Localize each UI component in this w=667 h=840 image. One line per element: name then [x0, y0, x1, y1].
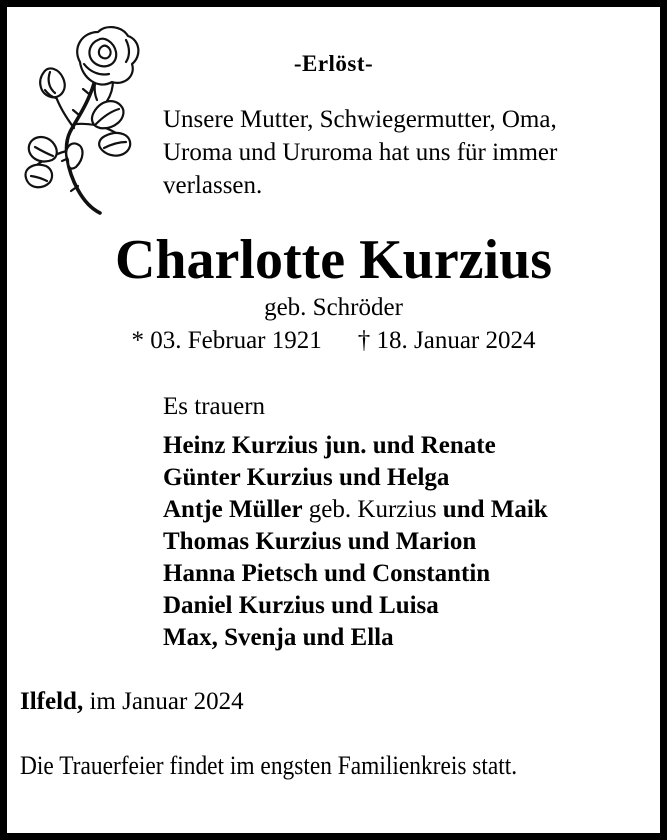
mourner-row — [163, 462, 548, 494]
closing-sentence — [20, 751, 572, 781]
intro-paragraph — [163, 103, 557, 202]
maiden-name: geb. Schröder — [264, 294, 403, 321]
mourner-row — [163, 494, 548, 526]
mourning-intro: Es trauern — [163, 393, 266, 420]
month-year: im Januar 2024 — [83, 688, 244, 715]
mourner-name: Antje Müller — [163, 496, 303, 523]
mourner-name: Max, Svenja und Ella — [163, 624, 394, 651]
mourners-list — [163, 430, 548, 654]
epigraph: -Erlöst- — [293, 51, 374, 76]
rose-icon — [10, 20, 150, 220]
mourner-row — [163, 526, 548, 558]
place-date-line — [20, 688, 244, 716]
mourner-row — [163, 558, 548, 590]
deceased-name: Charlotte Kurzius — [114, 229, 553, 291]
intro-line: verlassen. — [163, 172, 263, 199]
mourner-name: und Maik — [442, 496, 548, 523]
mourner-name-regular: geb. Kurzius — [302, 496, 443, 523]
mourner-name: Daniel Kurzius und Luisa — [163, 592, 439, 619]
intro-line: Unsere Mutter, Schwiegermutter, Oma, — [163, 106, 557, 133]
mourner-name: Thomas Kurzius und Marion — [163, 528, 477, 555]
mourner-row — [163, 590, 548, 622]
intro-line: Uroma und Ururoma hat uns für immer — [163, 139, 558, 166]
mourner-name: Hanna Pietsch und Constantin — [163, 560, 491, 587]
death-date: † 18. Januar 2024 — [357, 327, 536, 354]
mourner-name: Heinz Kurzius jun. und Renate — [163, 432, 496, 459]
closing-text: Die Trauerfeier findet im engsten Familienkreis statt. — [20, 751, 518, 780]
mourner-name: Günter Kurzius und Helga — [163, 464, 450, 491]
birth-date: * 03. Februar 1921 — [131, 327, 322, 354]
mourner-row — [163, 622, 548, 654]
life-dates — [7, 327, 660, 355]
place-name: Ilfeld, — [20, 688, 84, 715]
mourner-row — [163, 430, 548, 462]
